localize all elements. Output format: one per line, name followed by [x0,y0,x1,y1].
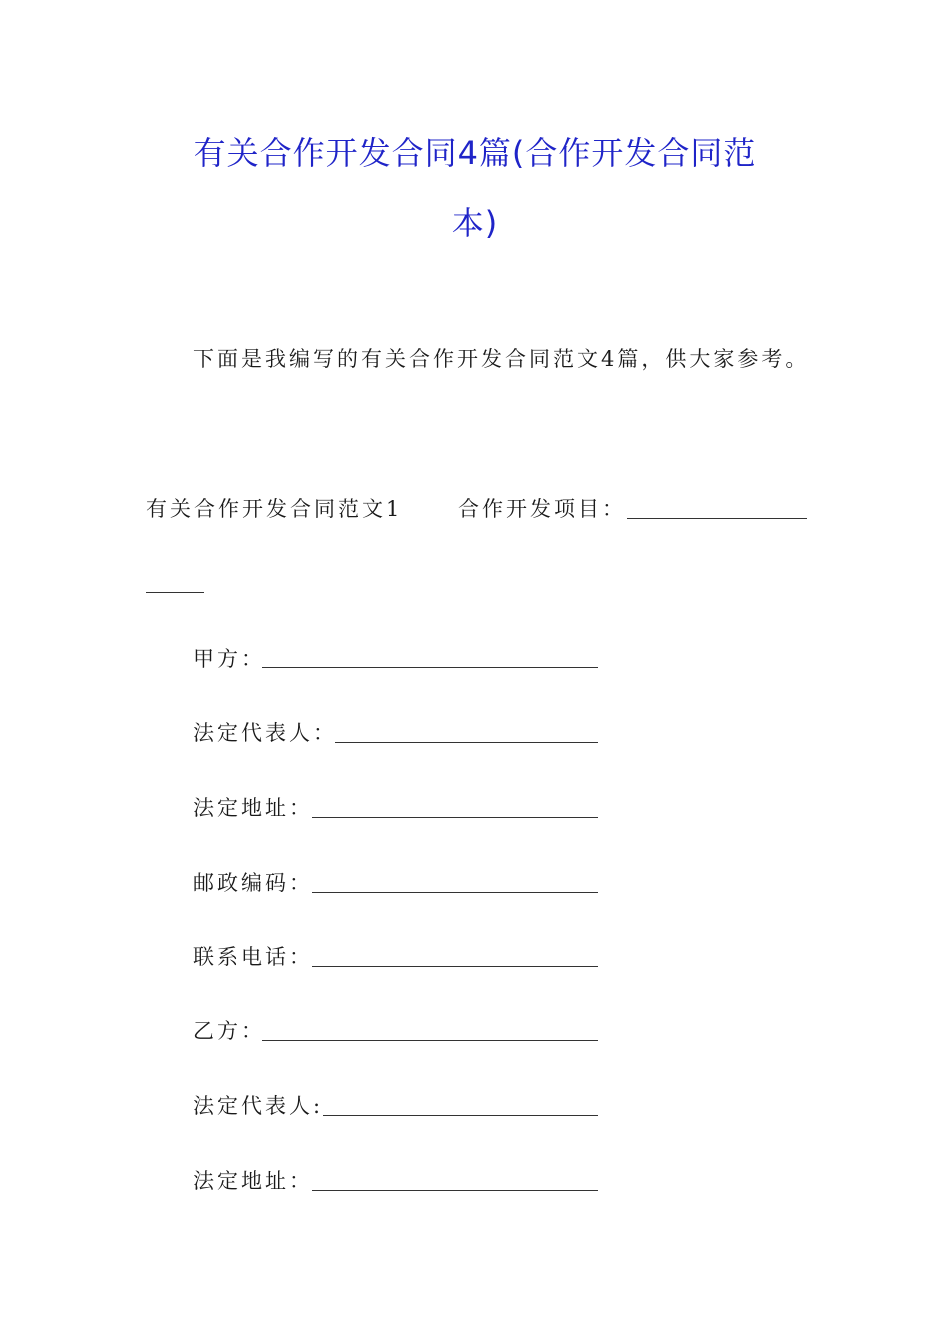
party-b-legal-rep-blank-line [323,1115,598,1116]
intro-paragraph: 下面是我编写的有关合作开发合同范文4篇，供大家参考。 [193,347,810,371]
party-a-blank-line [262,667,598,668]
party-a-phone-label: 联系电话： [193,945,313,969]
party-a-postal-code-label: 邮政编码： [193,871,313,895]
party-b-blank-line [262,1040,598,1041]
document-title-line-2: 本) [451,204,499,242]
party-b-legal-rep-label: 法定代表人: [193,1094,324,1118]
section-heading: 有关合作开发合同范文1 [146,497,403,521]
party-a-phone-blank-line [312,966,598,967]
project-blank-line [627,518,807,519]
party-a-label: 甲方： [193,647,265,671]
party-b-legal-address-label: 法定地址： [193,1169,313,1193]
party-b-label: 乙方： [193,1019,265,1043]
project-blank-line-continued [146,592,204,593]
document-title-line-1: 有关合作开发合同4篇(合作开发合同范 [193,134,757,172]
party-a-legal-rep-label: 法定代表人： [193,721,337,745]
party-a-legal-address-blank-line [312,817,598,818]
party-a-legal-address-label: 法定地址： [193,796,313,820]
party-a-postal-code-blank-line [312,892,598,893]
project-label: 合作开发项目： [458,497,626,521]
party-b-legal-address-blank-line [312,1190,598,1191]
party-a-legal-rep-blank-line [335,742,598,743]
